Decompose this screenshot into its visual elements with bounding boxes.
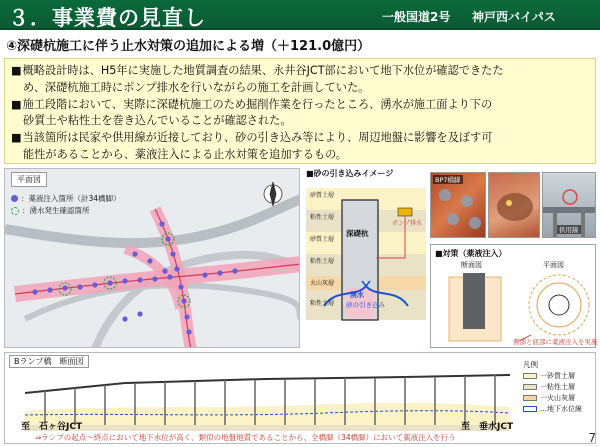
legend-groundwater-label: …地下水位線 — [540, 405, 582, 413]
legend-spring — [11, 205, 90, 216]
page-number: 7 — [588, 431, 596, 445]
inflow-label: 湧水 — [350, 291, 364, 299]
profile-right-end: 至 垂水JCT — [461, 422, 514, 432]
profile-panel — [4, 352, 596, 444]
header-bar — [0, 0, 600, 30]
profile-title: Bランプ橋 断面図 — [9, 355, 89, 368]
sand-label: 砂の引き込み — [346, 301, 385, 309]
groundwater-swatch-icon — [523, 406, 537, 412]
road-name: 一般国道2号 — [382, 10, 451, 24]
layer-label: 粘性土層 — [310, 214, 335, 221]
sand-diagram — [306, 168, 426, 348]
layer-label: 粘性土層 — [310, 258, 335, 265]
measure-drawing — [431, 259, 597, 349]
photo-bp7 — [430, 172, 486, 238]
measure-plan-label: 平面図 — [543, 261, 564, 269]
profile-note: ⇒ランプの起点～終点において地下水位が高く、類似の地盤地質であることから、全橋脚（34橋脚）において薬液注入を行う — [35, 433, 456, 442]
sandy-swatch-icon — [523, 373, 537, 379]
bullet-1 — [11, 63, 589, 97]
photo-excavation — [488, 172, 540, 238]
bullet-line: め、深礎杭施工時にポンプ排水を行いながらの施工を計画していた。 — [23, 80, 370, 94]
bullet-mark: ■ — [11, 97, 22, 111]
plan-map-title: 平面図 — [11, 172, 47, 187]
measure-note: 側部と底部に薬液注入を実施 — [513, 338, 598, 346]
bullet-mark: ■ — [11, 131, 22, 145]
section-name: 神戸西バイパス — [472, 10, 556, 24]
spring-ring-icon — [11, 207, 19, 215]
legend-ash-label: 一火山灰層 — [540, 394, 575, 402]
injection-dot-icon — [11, 195, 18, 202]
ash-swatch-icon — [523, 395, 537, 401]
measure-title: ■対策（薬液注入） — [435, 249, 507, 258]
bullet-line: 施工段階において、実際に深礎杭施工のため掘削作業を行ったところ、湧水が施工面より下の — [22, 97, 493, 111]
legend-ash — [523, 393, 575, 403]
layer-label: 火山灰層 — [310, 280, 335, 287]
sand-diagram-title: ■砂の引き込みイメージ — [306, 169, 394, 178]
bullet-2 — [11, 97, 589, 131]
bullet-box — [4, 58, 596, 164]
page-title: ３．事業費の見直し — [8, 6, 206, 30]
legend-injection-label: ：薬液注入箇所（計34橋脚） — [21, 194, 121, 203]
clay-swatch-icon — [523, 384, 537, 390]
profile-left-end: 至 石ヶ谷JCT — [21, 422, 83, 432]
legend-groundwater — [523, 404, 582, 414]
plan-map — [4, 168, 300, 348]
photo-service-line-label: 供用線 — [559, 226, 579, 234]
subtitle: ④深礎杭施工に伴う止水対策の追加による増（＋121.0億円） — [6, 39, 371, 54]
bullet-mark: ■ — [11, 64, 22, 77]
legend-sandy — [523, 371, 575, 381]
pump-label: ポンプ排水 — [392, 220, 423, 227]
photo-excavation-drawing — [489, 173, 540, 238]
layer-label: 砂質土層 — [310, 192, 335, 199]
bullet-line: 能性があることから、薬液注入による止水対策を追加するもの。 — [23, 147, 347, 161]
measure-panel — [430, 244, 596, 348]
measure-section-label: 断面図 — [461, 261, 482, 269]
photo-bp7-label: BP7橋脚 — [435, 176, 461, 184]
photo-service-line — [542, 172, 596, 238]
bullet-line: 当該箇所は民家や供用線が近接しており、砂の引き込み等により、周辺地盤に影響を及ぼす可 — [22, 131, 493, 145]
profile-legend-title: 凡例 — [523, 360, 538, 369]
legend-clay — [523, 382, 575, 392]
legend-injection — [11, 193, 121, 204]
layer-label: 粘性土層 — [310, 300, 335, 307]
legend-spring-label: ：湧水発生確認箇所 — [22, 206, 90, 215]
bullet-3 — [11, 130, 589, 164]
layer-label: 砂質土層 — [310, 236, 335, 243]
bullet-line: 概略設計時は、H5年に実施した地質調査の結果、永井谷JCT部において地下水位が確認できたた — [22, 64, 504, 77]
legend-clay-label: 一粘性土層 — [540, 383, 575, 391]
legend-sandy-label: 一砂質土層 — [540, 372, 575, 380]
pile-label: 深礎杭 — [346, 229, 369, 238]
bullet-line: 砂質土や粘性土を巻き込んでいることが確認された。 — [23, 114, 292, 128]
